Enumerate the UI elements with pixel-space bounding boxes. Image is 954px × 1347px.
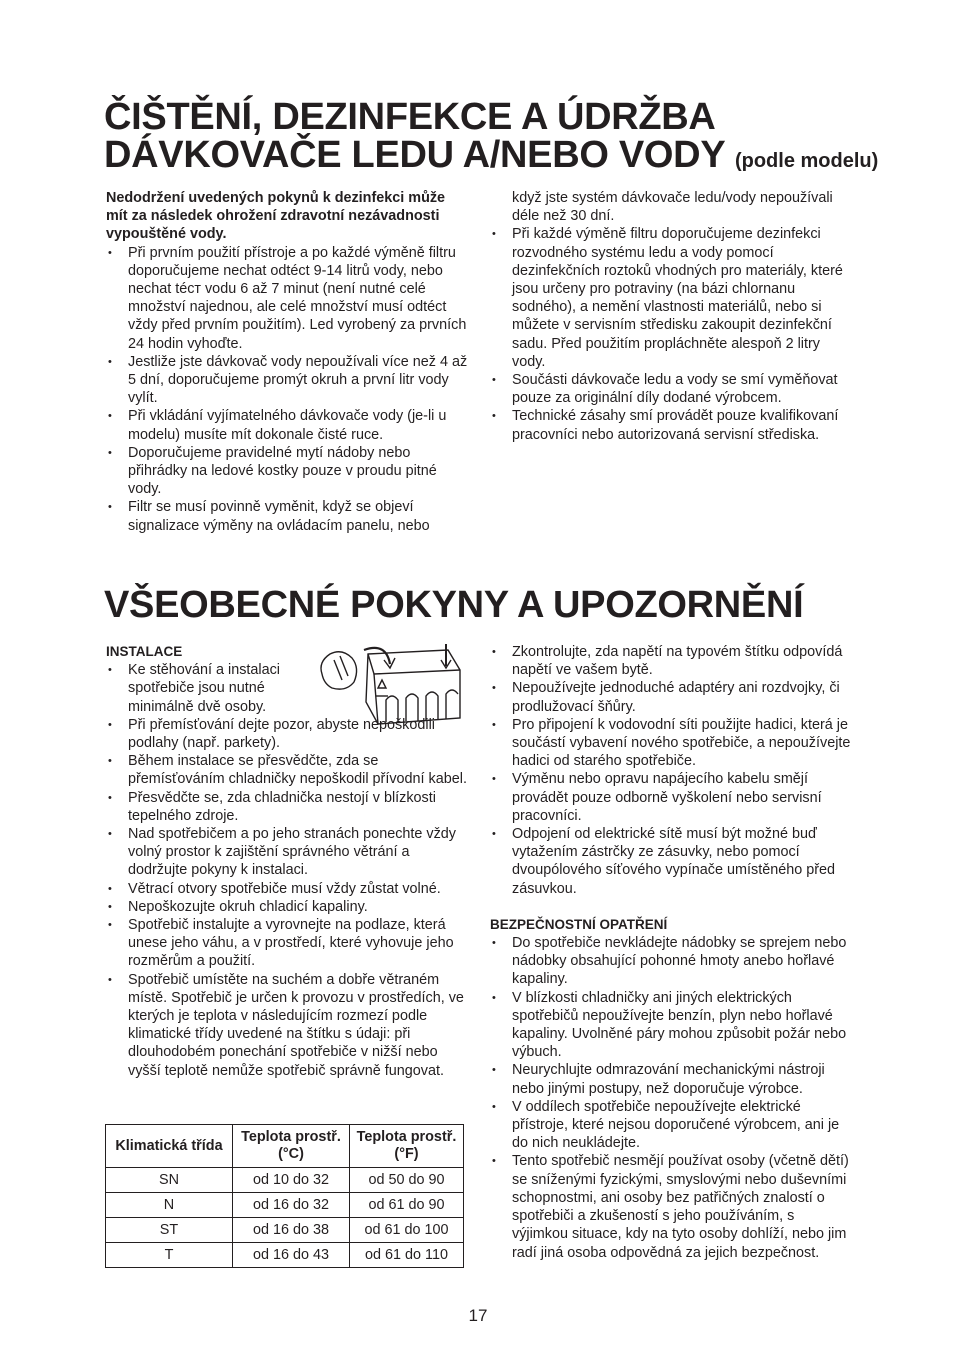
list-item: • Pro připojení k vodovodní síti použijte hadici, která je součástí vybavení nového spotřebiče, a nepoužívejte hadici od starého spotřebiče. [490, 716, 854, 771]
list-item [106, 716, 468, 752]
section1-right-column [490, 189, 854, 444]
section1-title [104, 98, 904, 180]
table-header: Teplota prostř. (°C) [233, 1125, 350, 1168]
section2-left-column [106, 643, 468, 1080]
instalace-list [106, 661, 468, 1080]
list-item: • Do spotřebiče nevkládejte nádobky se sprejem nebo nádobky obsahující pohonné hmoty anebo hořlavé kapaliny. [490, 934, 854, 989]
section1-left-column [106, 189, 468, 535]
table-row [106, 1193, 464, 1218]
table-cell: N [106, 1193, 233, 1218]
list-item: • Neurychlujte odmrazování mechanickými nástroji nebo jinými postupy, než doporučuje výrobce. [490, 1061, 854, 1097]
list-item: • V oddílech spotřebiče nepoužívejte elektrické přístroje, které nejsou doporučené výrobcem, ani je do nich neukládejte. [490, 1098, 854, 1153]
list-item-continuation: když jste systém dávkovače ledu/vody nepoužívali déle než 30 dní. [512, 190, 833, 225]
list-item: • Tento spotřebič nesmějí používat osoby (včetně dětí) se sníženými fyzickými, smyslovými nebo duševními schopnostmi, ani osoby bez patřičných znalostí o spotřebiči a zkušeností s jeho používáním, s výjimkou situace, kdy na tyto osoby dohlíží, nebo jim radí jiná osoba odpovědná za jejich bezpečnost. [490, 1152, 854, 1261]
section1-title-line1: ČIŠTĚNÍ, DEZINFEKCE A ÚDRŽBA [104, 96, 716, 138]
table-cell: od 10 do 32 [233, 1168, 350, 1193]
list-item: • Přesvědčte se, zda chladnička nestojí v blízkosti tepelného zdroje. [106, 789, 468, 825]
list-item: • Nad spotřebičem a po jeho stranách ponechte vždy volný prostor k zajištění správného větrání a dodržujte pokyny k instalaci. [106, 825, 468, 880]
climate-class-table [105, 1124, 464, 1268]
safety-list [490, 934, 854, 1262]
list-item: • Při každé výměně filtru doporučujeme dezinfekci rozvodného systému ledu a vody pomocí dezinfekčních roztoků vhodných pro materiály, které jsou určeny pro potraviny (na bázi chlornanu sodného), a nemění vlastnosti materiálů, nebo si můžete v servisním středisku zakoupit dezinfekční sadu. Před použitím propláchněte alespoň 2 litry vody. [490, 225, 854, 371]
table-cell: od 16 do 38 [233, 1218, 350, 1243]
table-cell: T [106, 1243, 233, 1268]
table-header-row [106, 1125, 464, 1168]
list-item-text: Při přemísťování dejte pozor, abyste nepoškodili podlahy (např. parkety). [128, 716, 435, 752]
bezpecnost-heading: BEZPEČNOSTNÍ OPATŘENÍ [490, 916, 668, 932]
list-item: • Součásti dávkovače ledu a vody se smí vyměňovat pouze za originální díly dodané výrobcem. [490, 371, 854, 407]
section2-right-column [490, 643, 854, 1262]
table-cell: SN [106, 1168, 233, 1193]
list-item: • Zkontrolujte, zda napětí na typovém štítku odpovídá napětí ve vašem bytě. [490, 643, 854, 679]
table-header: Klimatická třída [106, 1125, 233, 1168]
electrical-list [490, 643, 854, 898]
list-item: • Větrací otvory spotřebiče musí vždy zůstat volné. [106, 880, 468, 898]
list-item: • Odpojení od elektrické sítě musí být možné buď vytažením zástrčky ze zásuvky, nebo pomocí dvoupólového síťového vypínače umístěného před zásuvkou. [490, 825, 854, 898]
disinfection-warning: Nedodržení uvedených pokynů k dezinfekci může mít za následek ohrožení zdravotní nezávadnosti vypouštěné vody. [106, 190, 446, 243]
table-row [106, 1168, 464, 1193]
table-row [106, 1243, 464, 1268]
list-item: • Ke stěhování a instalaci spotřebiče jsou nutné minimálně dvě osoby. [106, 661, 468, 716]
table-cell: od 61 do 100 [350, 1218, 464, 1243]
instalace-heading: INSTALACE [106, 644, 183, 659]
list-item: • V blízkosti chladničky ani jiných elektrických spotřebičů nepoužívejte benzín, plyn nebo hořlavé kapaliny. Uvolněné páry mohou způsobit požár nebo výbuch. [490, 989, 854, 1062]
table-header: Teplota prostř. (°F) [350, 1125, 464, 1168]
list-item: • Filtr se musí povinně vyměnit, když se objeví signalizace výměny na ovládacím panelu, nebo [106, 498, 468, 534]
section1-title-suffix: (podle modelu) [734, 150, 879, 172]
list-item: • Spotřebič umístěte na suchém a dobře větraném místě. Spotřebič je určen k provozu v prostředích, ve kterých je teplota v následujícím rozmezí podle klimatické třídy uvedené na štítku s údaji: při dlouhodobém ponechání spotřebiče v nižší nebo vyšší teplotě nemůže spotřebič správně fungovat. [106, 971, 468, 1080]
list-item: • Nepoškozujte okruh chladicí kapaliny. [106, 898, 468, 916]
list-item: • Spotřebič instalujte a vyrovnejte na podlaze, která unese jeho váhu, a v prostředí, které vyhovuje jeho rozměrům a použití. [106, 916, 468, 971]
list-item: • Jestliže jste dávkovač vody nepoužívali více než 4 až 5 dní, doporučujeme promýt okruh a první litr vody vylít. [106, 353, 468, 408]
section1-left-list [106, 244, 468, 535]
section1-right-list [490, 225, 854, 443]
list-item: • Při prvním použití přístroje a po každé výměně filtru doporučujeme nechat odtéct 9-14 litrů vody, nebo nechat técт vodu 6 až 7 minut (není nutné celé množství najednou, ale celé množství musí odtéct vždy před prvním použitím). Led vyrobený za prvních 24 hodin vyhoďte. [106, 244, 468, 353]
list-item: • Doporučujeme pravidelné mytí nádoby nebo přihrádky na ledové kostky pouze v proudu pitné vody. [106, 444, 468, 499]
list-item: • Výměnu nebo opravu napájecího kabelu smějí provádět pouze odborně vyškolení nebo servisní pracovníci. [490, 770, 854, 825]
section1-title-line2 [104, 136, 904, 180]
table-row [106, 1218, 464, 1243]
list-item: • Během instalace se přesvědčte, zda se přemísťováním chladničky nepoškodil přívodní kabel. [106, 752, 468, 788]
table-cell: od 16 do 32 [233, 1193, 350, 1218]
section1-title-line2-text: DÁVKOVAČE LEDU A/NEBO VODY [104, 134, 725, 176]
table-cell: od 61 do 90 [350, 1193, 464, 1218]
table-cell: od 16 do 43 [233, 1243, 350, 1268]
table-cell: od 61 do 110 [350, 1243, 464, 1268]
table-cell: od 50 do 90 [350, 1168, 464, 1193]
list-item: • Nepoužívejte jednoduché adaptéry ani rozdvojky, či prodlužovací šňůry. [490, 679, 854, 715]
section2-title: VŠEOBECNÉ POKYNY A UPOZORNĚNÍ [104, 584, 804, 626]
list-item: • Technické zásahy smí provádět pouze kvalifikovaní pracovníci nebo autorizovaná servisní střediska. [490, 407, 854, 443]
table-cell: ST [106, 1218, 233, 1243]
list-item: • Při vkládání vyjímatelného dávkovače vody (je-li u modelu) musíte mít dokonale čisté ruce. [106, 407, 468, 443]
page-number: 17 [468, 1306, 488, 1325]
